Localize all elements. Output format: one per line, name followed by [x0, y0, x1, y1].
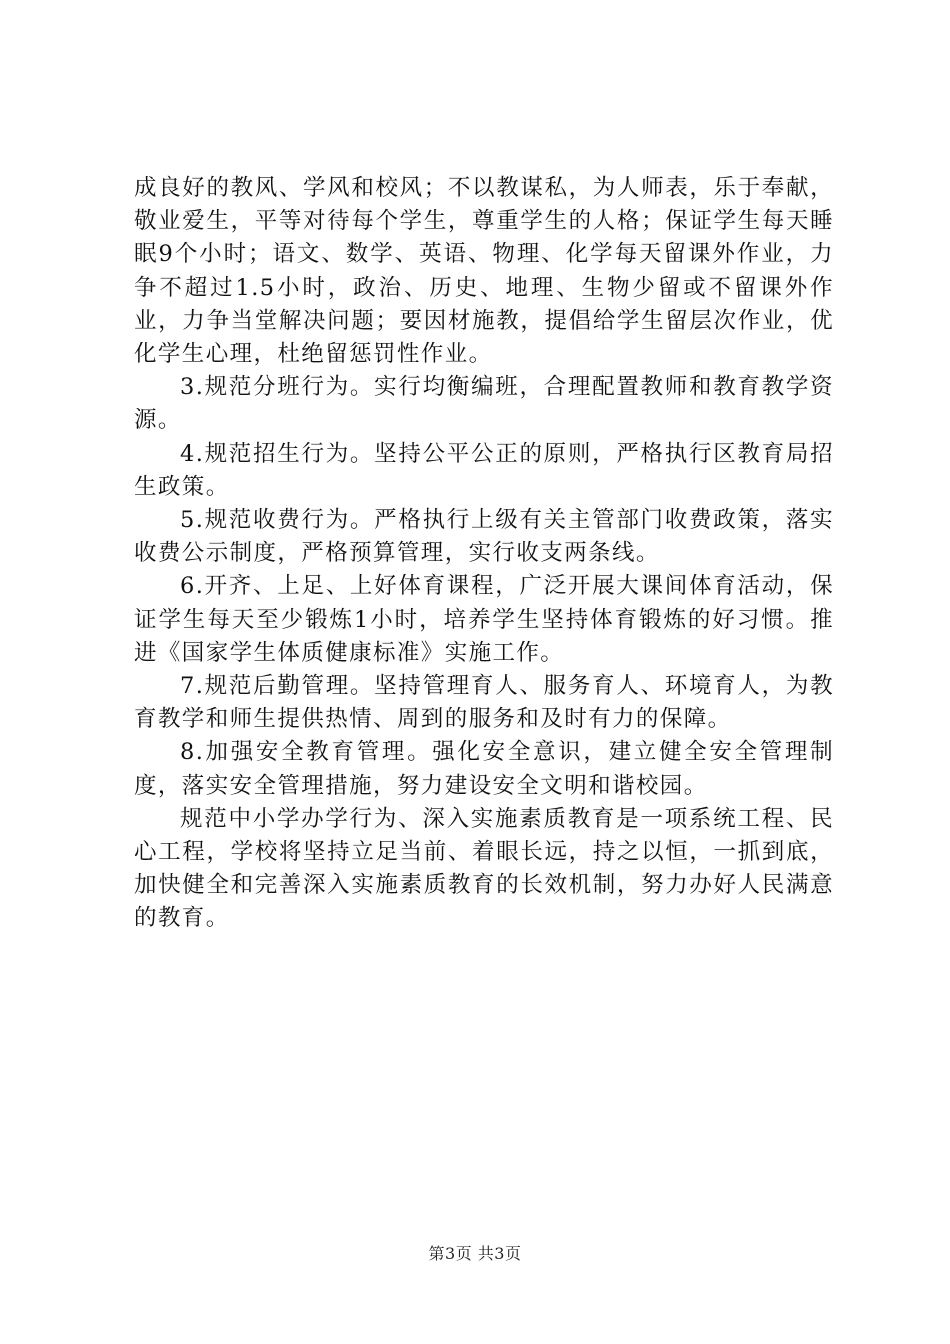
paragraph-continuation: 成良好的教风、学风和校风；不以教谋私，为人师表，乐于奉献，敬业爱生，平等对待每个学生，尊重学生的人格；保证学生每天睡眠9个小时；语文、数学、英语、物理、化学每天留课外作业，力争不超过1.5小时，政治、历史、地理、生物少留或不留课外作业，力争当堂解决问题；要因材施教，提倡给学生留层次作业，优化学生心理，杜绝留惩罚性作业。: [134, 175, 834, 368]
document-body: [134, 172, 834, 936]
paragraph-item-4: 4.规范招生行为。坚持公平公正的原则，严格执行区教育局招生政策。: [134, 440, 834, 500]
paragraph-item-7: 7.规范后勤管理。坚持管理育人、服务育人、环境育人，为教育教学和师生提供热情、周到的服务和及时有力的保障。: [134, 673, 834, 733]
paragraph-item-8: 8.加强安全教育管理。强化安全意识，建立健全安全管理制度，落实安全管理措施，努力建设安全文明和谐校园。: [134, 739, 834, 799]
paragraph-item-6: 6.开齐、上足、上好体育课程，广泛开展大课间体育活动，保证学生每天至少锻炼1小时，培养学生坚持体育锻炼的好习惯。推进《国家学生体质健康标准》实施工作。: [134, 573, 834, 666]
page-number-footer: 第3页 共3页: [428, 1244, 522, 1263]
paragraph-item-5: 5.规范收费行为。严格执行上级有关主管部门收费政策，落实收费公示制度，严格预算管理，实行收支两条线。: [134, 507, 834, 567]
paragraph-item-3: 3.规范分班行为。实行均衡编班，合理配置教师和教育教学资源。: [134, 374, 834, 434]
paragraph-conclusion: 规范中小学办学行为、深入实施素质教育是一项系统工程、民心工程，学校将坚持立足当前、着眼长远，持之以恒，一抓到底，加快健全和完善深入实施素质教育的长效机制，努力办好人民满意的教育。: [134, 805, 834, 932]
